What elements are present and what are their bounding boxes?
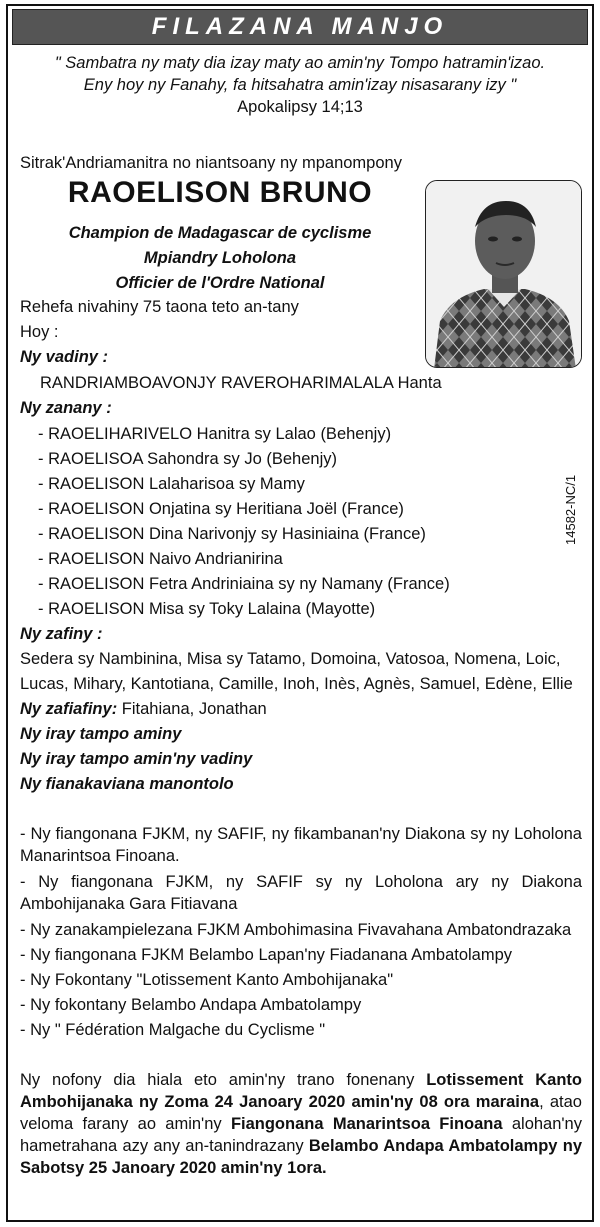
verse-line-2: Eny hoy ny Fanahy, fa hitsahatra amin'izay nisasarany izy " <box>83 76 517 94</box>
funeral-announcement <box>20 1069 582 1179</box>
great-grandchildren-names: Fitahiana, Jonathan <box>117 700 267 718</box>
grandchildren-line-1: Sedera sy Nambinina, Misa sy Tatamo, Domoina, Vatosoa, Nomena, Loic, <box>20 650 561 668</box>
banner-title: FILAZANA MANJO <box>151 13 449 40</box>
organization-item: - Ny Fokontany "Lotissement Kanto Ambohijanaka" <box>20 971 394 989</box>
deceased-name: RAOELISON BRUNO <box>67 176 373 209</box>
announcement-text-2: , atao veloma farany ao amin'ny <box>20 1093 582 1133</box>
organization-item: - Ny fiangonana FJKM, ny SAFIF sy ny Loholona ary ny Diakona Ambohijanaka Gara Fitiavana <box>20 873 582 913</box>
organization-item: - Ny fiangonana FJKM, ny SAFIF, ny fikambanan'ny Diakona sy ny Loholona Manarintsoa Finoana. <box>20 825 582 865</box>
deceased-title-3: Officier de l'Ordre National <box>115 274 325 292</box>
child-item: - RAOELISON Naivo Andrianirina <box>38 550 283 568</box>
children-heading: Ny zanany : <box>20 399 112 417</box>
child-item: - RAOELISON Lalaharisoa sy Mamy <box>38 475 305 493</box>
siblings-line: Ny iray tampo aminy <box>20 725 182 743</box>
whole-family-line: Ny fianakaviana manontolo <box>20 775 234 793</box>
grandchildren-heading: Ny zafiny : <box>20 625 103 643</box>
announcement-bold-2: Fiangonana Manarintsoa Finoana <box>230 1115 503 1133</box>
child-item: - RAOELISON Misa sy Toky Lalaina (Mayotte) <box>38 600 376 618</box>
grandchildren-line-2: Lucas, Mihary, Kantotiana, Camille, Inoh, Inès, Agnès, Samuel, Edène, Ellie <box>20 675 573 693</box>
age-line: Rehefa nivahiny 75 taona teto an-tany <box>20 298 299 316</box>
organization-item: - Ny fokontany Belambo Andapa Ambatolampy <box>20 996 362 1014</box>
deceased-title-1: Champion de Madagascar de cyclisme <box>68 224 372 242</box>
deceased-title-2: Mpiandry Loholona <box>143 249 297 267</box>
organization-item: - Ny zanakampielezana FJKM Ambohimasina Fivavahana Ambatondrazaka <box>20 921 572 939</box>
great-grandchildren-line <box>20 700 267 719</box>
announcement-bold-1: Lotissement Kanto Ambohijanaka ny Zoma 24 Janoary 2020 amin'ny 08 ora maraina <box>20 1071 582 1111</box>
verse-reference: Apokalipsy 14;13 <box>237 98 363 116</box>
child-item: - RAOELIHARIVELO Hanitra sy Lalao (Behenjy) <box>38 425 392 443</box>
great-grandchildren-heading: Ny zafiafiny: <box>20 700 118 718</box>
child-item: - RAOELISON Onjatina sy Heritiana Joël (France) <box>38 500 404 518</box>
spouse-name: RANDRIAMBOAVONJY RAVEROHARIMALALA Hanta <box>40 374 442 392</box>
child-item: - RAOELISON Dina Narivonjy sy Hasiniaina (France) <box>38 525 426 543</box>
banner <box>12 9 588 45</box>
organization-item: - Ny fiangonana FJKM Belambo Lapan'ny Fiadanana Ambatolampy <box>20 946 513 964</box>
announcement-bold-3: Belambo Andapa Ambatolampy ny Sabotsy 25 Janoary 2020 amin'ny 1ora. <box>20 1137 582 1177</box>
announcement-text-3: alohan'ny hametrahana azy any an-tanindrazany <box>20 1115 582 1155</box>
verse-line-1: " Sambatra ny maty dia izay maty ao amin'ny Tompo hatramin'izao. <box>54 54 546 72</box>
intro-line: Sitrak'Andriamanitra no niantsoany ny mpanompony <box>20 154 402 172</box>
child-item: - RAOELISON Fetra Andriniaina sy ny Namany (France) <box>38 575 450 593</box>
child-item: - RAOELISOA Sahondra sy Jo (Behenjy) <box>38 450 337 468</box>
spouse-siblings-line: Ny iray tampo amin'ny vadiny <box>20 750 253 768</box>
portrait-photo <box>425 180 582 368</box>
portrait-photo-icon <box>426 181 582 368</box>
reference-code: 14582-NC/1 <box>563 474 578 545</box>
hoy-label: Hoy : <box>20 323 59 341</box>
organization-item: - Ny " Fédération Malgache du Cyclisme " <box>20 1021 326 1039</box>
announcement-text-1: Ny nofony dia hiala eto amin'ny trano fonenany <box>20 1071 427 1089</box>
spouse-heading: Ny vadiny : <box>20 348 109 366</box>
bible-verse <box>20 52 580 118</box>
